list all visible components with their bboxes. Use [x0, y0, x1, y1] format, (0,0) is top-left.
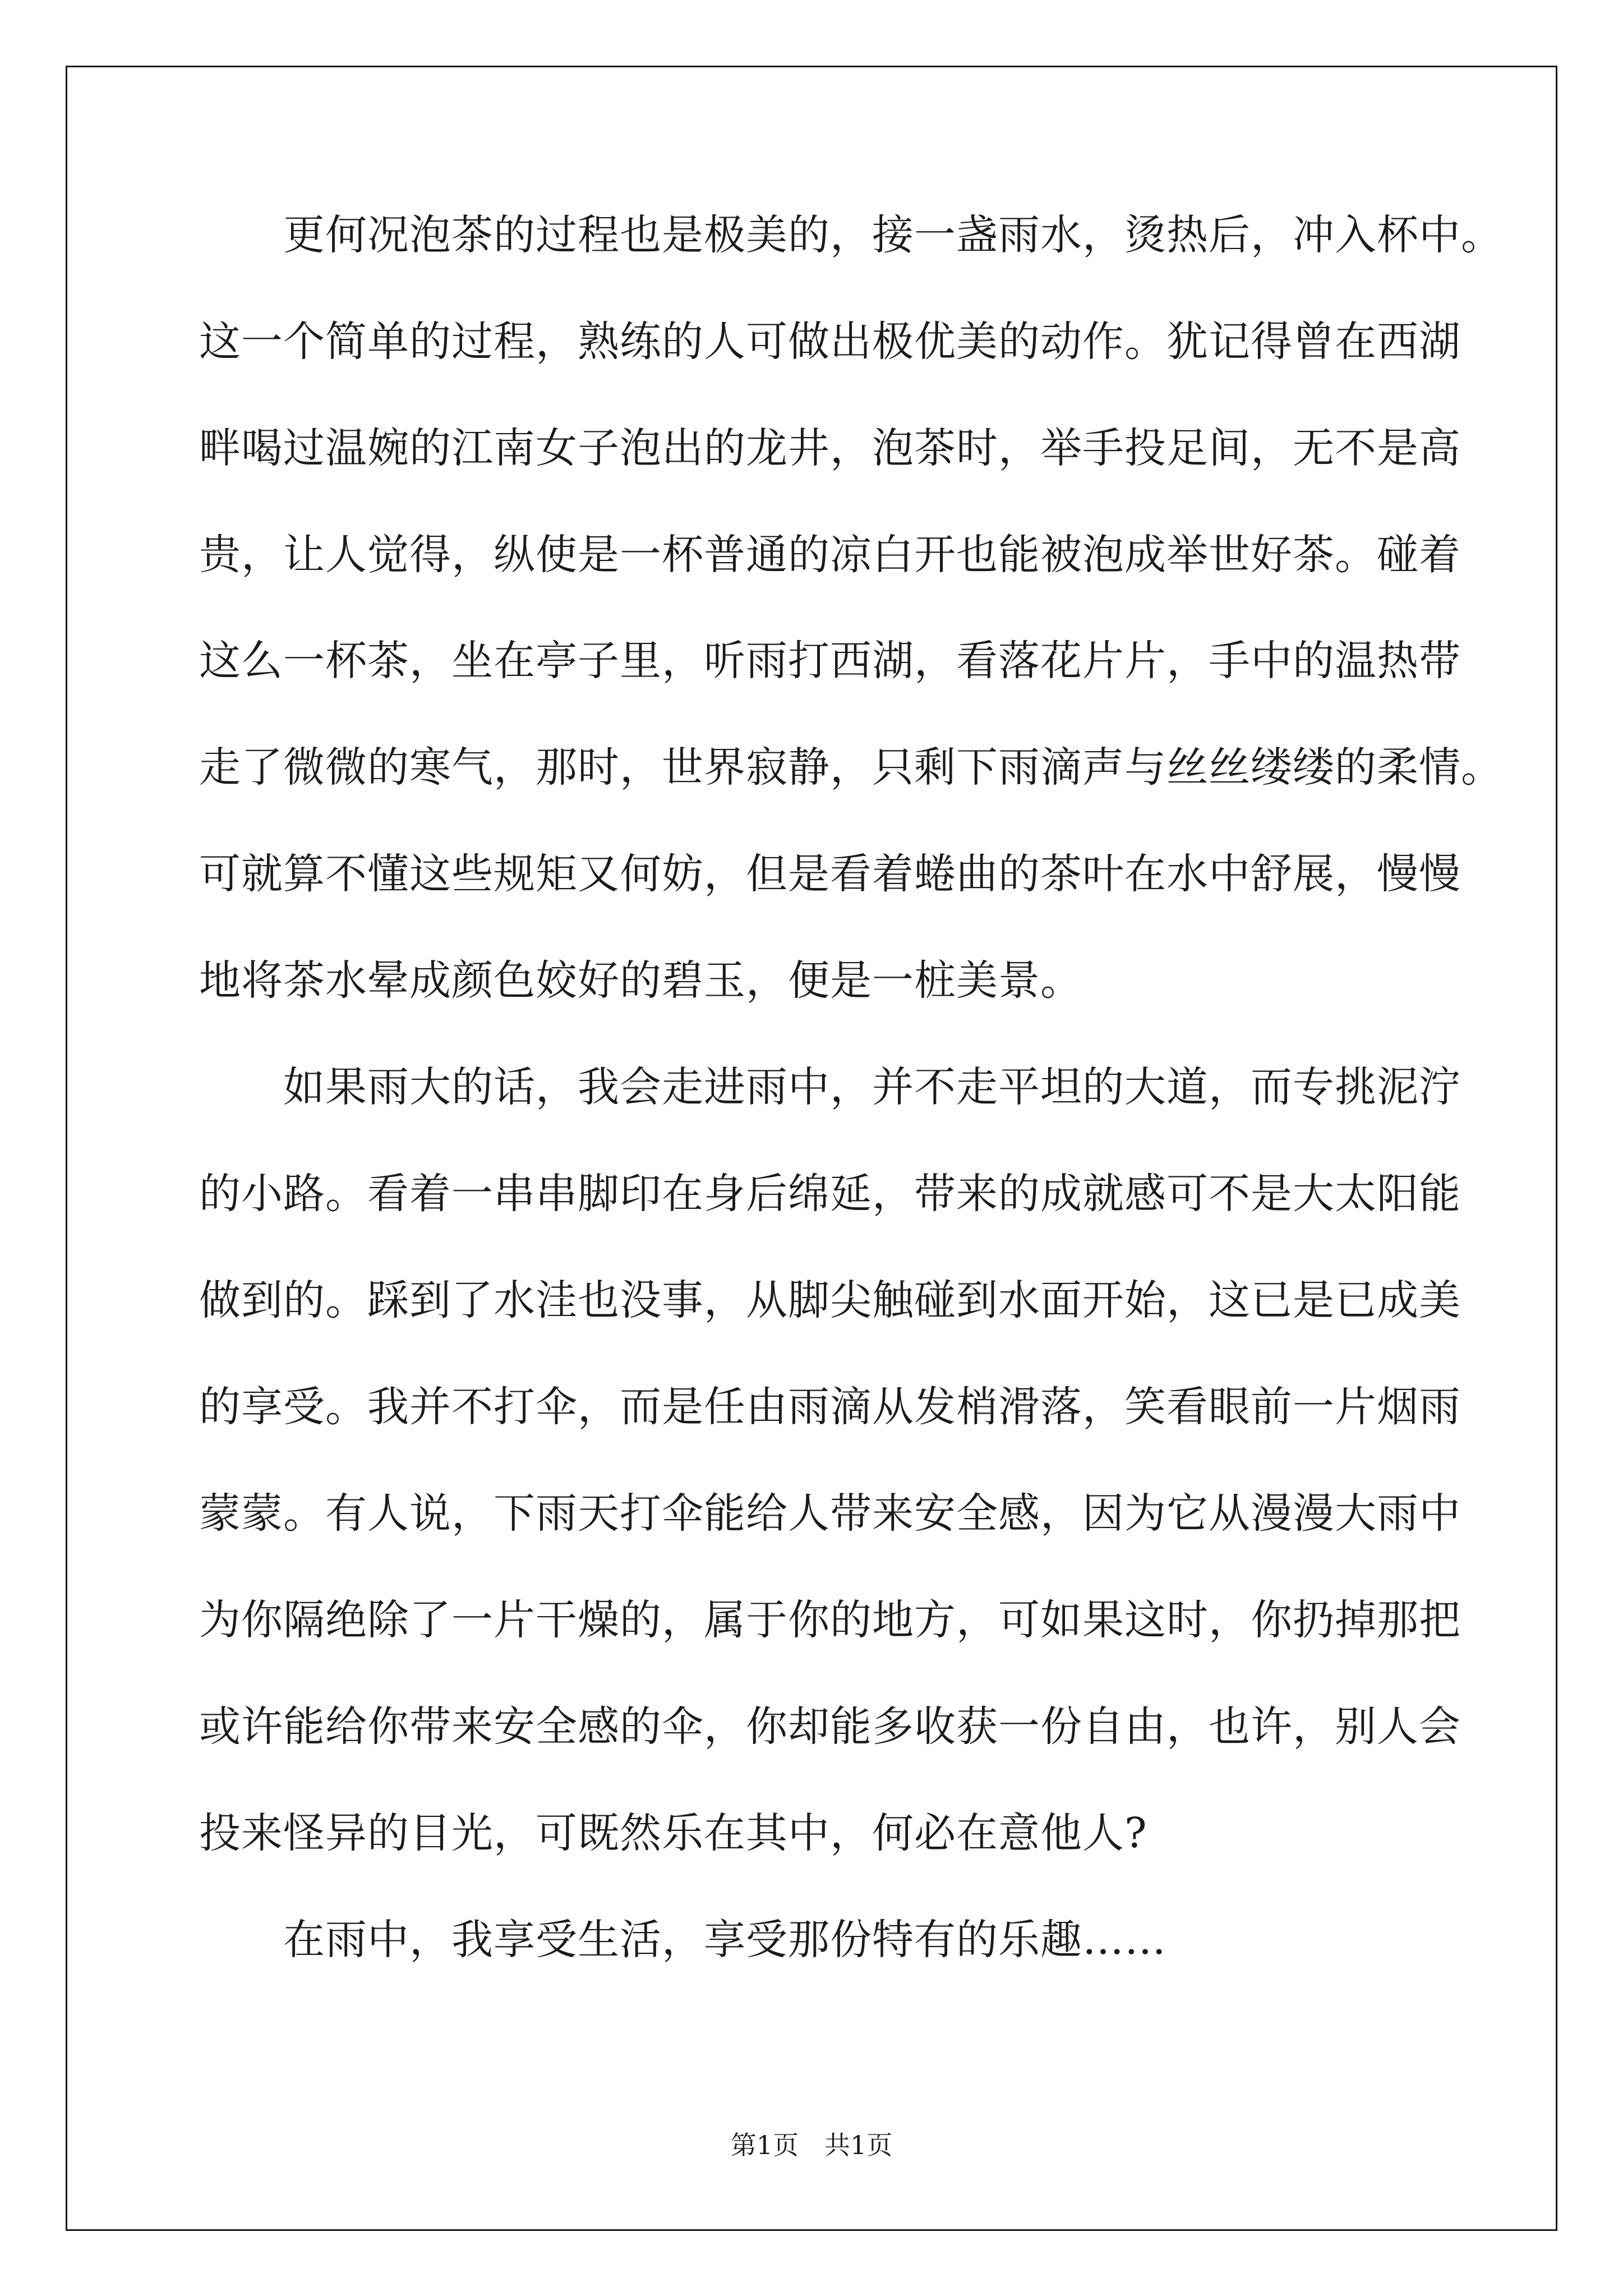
text-line: 畔喝过温婉的江南女子泡出的龙井，泡茶时，举手投足间，无不是高	[199, 424, 1461, 472]
text-line: 更何况泡茶的过程也是极美的，接一盏雨水，烫热后，冲入杯中。	[199, 211, 1503, 259]
text-line: 如果雨大的话，我会走进雨中，并不走平坦的大道，而专挑泥泞	[199, 1063, 1461, 1111]
text-line: 在雨中，我享受生活，享受那份特有的乐趣……	[199, 1916, 1166, 1964]
text-line: 或许能给你带来安全感的伞，你却能多收获一份自由，也许，别人会	[199, 1703, 1461, 1751]
text-line: 地将茶水晕成颜色姣好的碧玉，便是一桩美景。	[199, 956, 1082, 1005]
text-line: 这么一杯茶，坐在亭子里，听雨打西湖，看落花片片，手中的温热带	[199, 637, 1461, 685]
page-border	[66, 66, 1557, 2231]
text-line: 的小路。看着一串串脚印在身后绵延，带来的成就感可不是大太阳能	[199, 1170, 1461, 1218]
page-footer: 第1页 共1页	[730, 2130, 893, 2160]
text-line: 投来怪异的目光，可既然乐在其中，何必在意他人?	[199, 1809, 1147, 1857]
text-line: 这一个简单的过程，熟练的人可做出极优美的动作。犹记得曾在西湖	[199, 318, 1461, 366]
text-line: 贵，让人觉得，纵使是一杯普通的凉白开也能被泡成举世好茶。碰着	[199, 531, 1461, 579]
text-line: 走了微微的寒气，那时，世界寂静，只剩下雨滴声与丝丝缕缕的柔情。	[199, 743, 1503, 792]
text-line: 可就算不懂这些规矩又何妨，但是看着蜷曲的茶叶在水中舒展，慢慢	[199, 850, 1461, 898]
text-line: 的享受。我并不打伞，而是任由雨滴从发梢滑落，笑看眼前一片烟雨	[199, 1383, 1461, 1431]
text-line: 为你隔绝除了一片干燥的，属于你的地方，可如果这时，你扔掉那把	[199, 1596, 1461, 1644]
text-line: 蒙蒙。有人说，下雨天打伞能给人带来安全感，因为它从漫漫大雨中	[199, 1489, 1461, 1538]
text-line: 做到的。踩到了水洼也没事，从脚尖触碰到水面开始，这已是已成美	[199, 1276, 1461, 1324]
